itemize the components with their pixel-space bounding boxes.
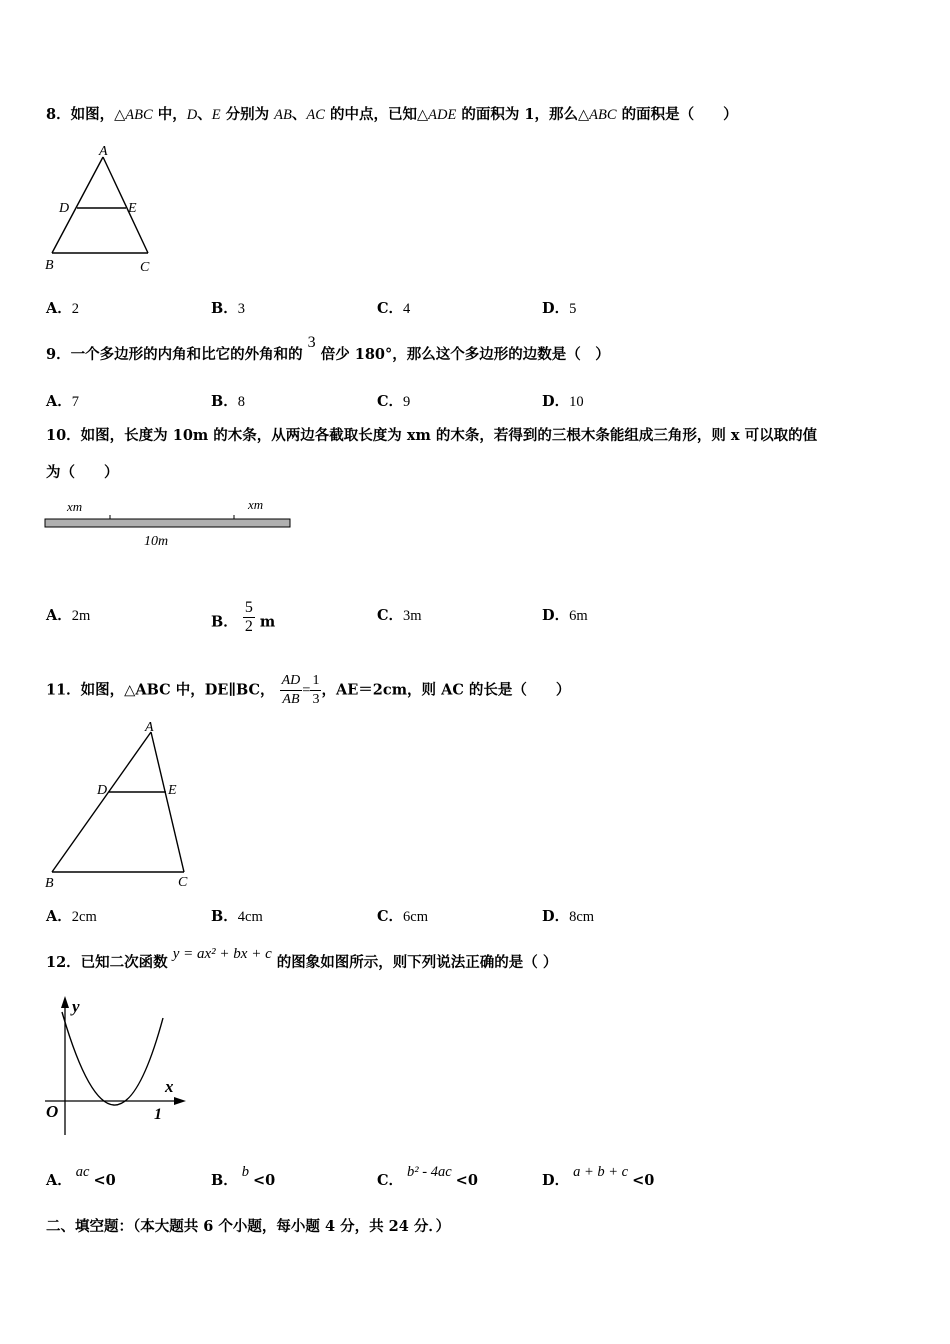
label-y: y xyxy=(72,997,80,1016)
side-ac xyxy=(103,157,148,253)
label-a: A xyxy=(99,144,108,159)
q11-option-a[interactable]: A．2cm xyxy=(46,908,97,925)
label-xm-left: xm xyxy=(67,499,83,514)
wood-stick xyxy=(45,519,290,527)
q8-option-d[interactable]: D．5 xyxy=(542,300,577,317)
label-origin: O xyxy=(46,1102,59,1121)
q10-option-d[interactable]: D．6m xyxy=(542,607,588,624)
label-e: E xyxy=(128,201,137,216)
label-10m: 10m xyxy=(144,534,169,549)
label-b: B xyxy=(45,258,54,273)
q11-triangle-figure xyxy=(40,715,200,895)
q9-option-b[interactable]: B．8 xyxy=(211,393,246,410)
q12-option-c[interactable]: C． b² - 4ac <0 xyxy=(377,1164,478,1189)
q12-option-b[interactable]: B． b <0 xyxy=(211,1164,276,1189)
label-b: B xyxy=(45,876,54,891)
y-axis-arrow xyxy=(61,996,69,1008)
side-ac xyxy=(151,732,184,872)
q9-option-c[interactable]: C．9 xyxy=(377,393,411,410)
q8-option-c[interactable]: C．4 xyxy=(377,300,411,317)
q12-parabola-figure xyxy=(40,990,200,1140)
q8-triangle-figure xyxy=(40,140,170,280)
label-e: E xyxy=(168,783,177,798)
label-x: x xyxy=(165,1077,174,1096)
q10-stem-line1: 10．如图，长度为 10m 的木条，从两边各截取长度为 xm 的木条，若得到的三根木条能组成三角形，则 x 可以取的值 xyxy=(46,427,818,444)
label-d: D xyxy=(97,783,108,798)
fraction-ad-ab: $\frac{AD}{AB}$ xyxy=(281,673,301,707)
fraction-1-3: $\frac{1}{3}$ xyxy=(312,673,320,707)
fraction-5-2: $\frac{5}{2}$ xyxy=(244,599,253,635)
q9-option-d[interactable]: D．10 xyxy=(542,393,584,410)
q10-stick-figure xyxy=(40,492,300,552)
side-ab xyxy=(52,732,151,872)
label-xm-right: xm xyxy=(248,497,264,512)
q12-stem: 12．已知二次函数 y = ax² + bx + c 的图象如图所示，则下列说法正确的是（ ） xyxy=(46,946,558,971)
label-c: C xyxy=(178,875,188,890)
q12-option-a[interactable]: A． ac <0 xyxy=(46,1164,116,1189)
label-a: A xyxy=(145,720,154,735)
q10-option-b[interactable]: B． $\frac{5}{2}$ m xyxy=(211,599,276,635)
q10-option-c[interactable]: C．3m xyxy=(377,607,422,624)
q8-option-a[interactable]: A．2 xyxy=(46,300,80,317)
q11-option-d[interactable]: D．8cm xyxy=(542,908,595,925)
q10-option-a[interactable]: A．2m xyxy=(46,607,91,624)
q11-option-b[interactable]: B．4cm xyxy=(211,908,263,925)
q8-stem: 8．如图，△ABC 中，D、E 分别为 AB、AC 的中点，已知△ADE 的面积为 1，那么△ABC 的面积是（ ） xyxy=(46,106,738,123)
q9-stem: 9．一个多边形的内角和比它的外角和的 3 倍少 180°，那么这个多边形的边数是（ ） xyxy=(46,334,610,363)
q12-option-d[interactable]: D． a + b + c <0 xyxy=(542,1164,655,1189)
q11-option-c[interactable]: C．6cm xyxy=(377,908,429,925)
q9-option-a[interactable]: A．7 xyxy=(46,393,80,410)
q11-stem: 11．如图，△ABC 中，DE∥BC， $\frac{AD}{AB}$ = $\frac{1}{3}$ ，AE＝2cm，则 AC 的长是（ ） xyxy=(46,673,571,707)
q8-option-b[interactable]: B．3 xyxy=(211,300,246,317)
section-2-heading: 二、填空题：（本大题共 6 个小题，每小题 4 分，共 24 分．） xyxy=(46,1218,451,1235)
label-c: C xyxy=(140,260,150,275)
q10-stem-line2: 为（ ） xyxy=(46,464,119,481)
label-d: D xyxy=(59,201,70,216)
label-one: 1 xyxy=(154,1106,162,1123)
parabola-curve xyxy=(62,1012,163,1105)
x-axis-arrow xyxy=(174,1097,186,1105)
